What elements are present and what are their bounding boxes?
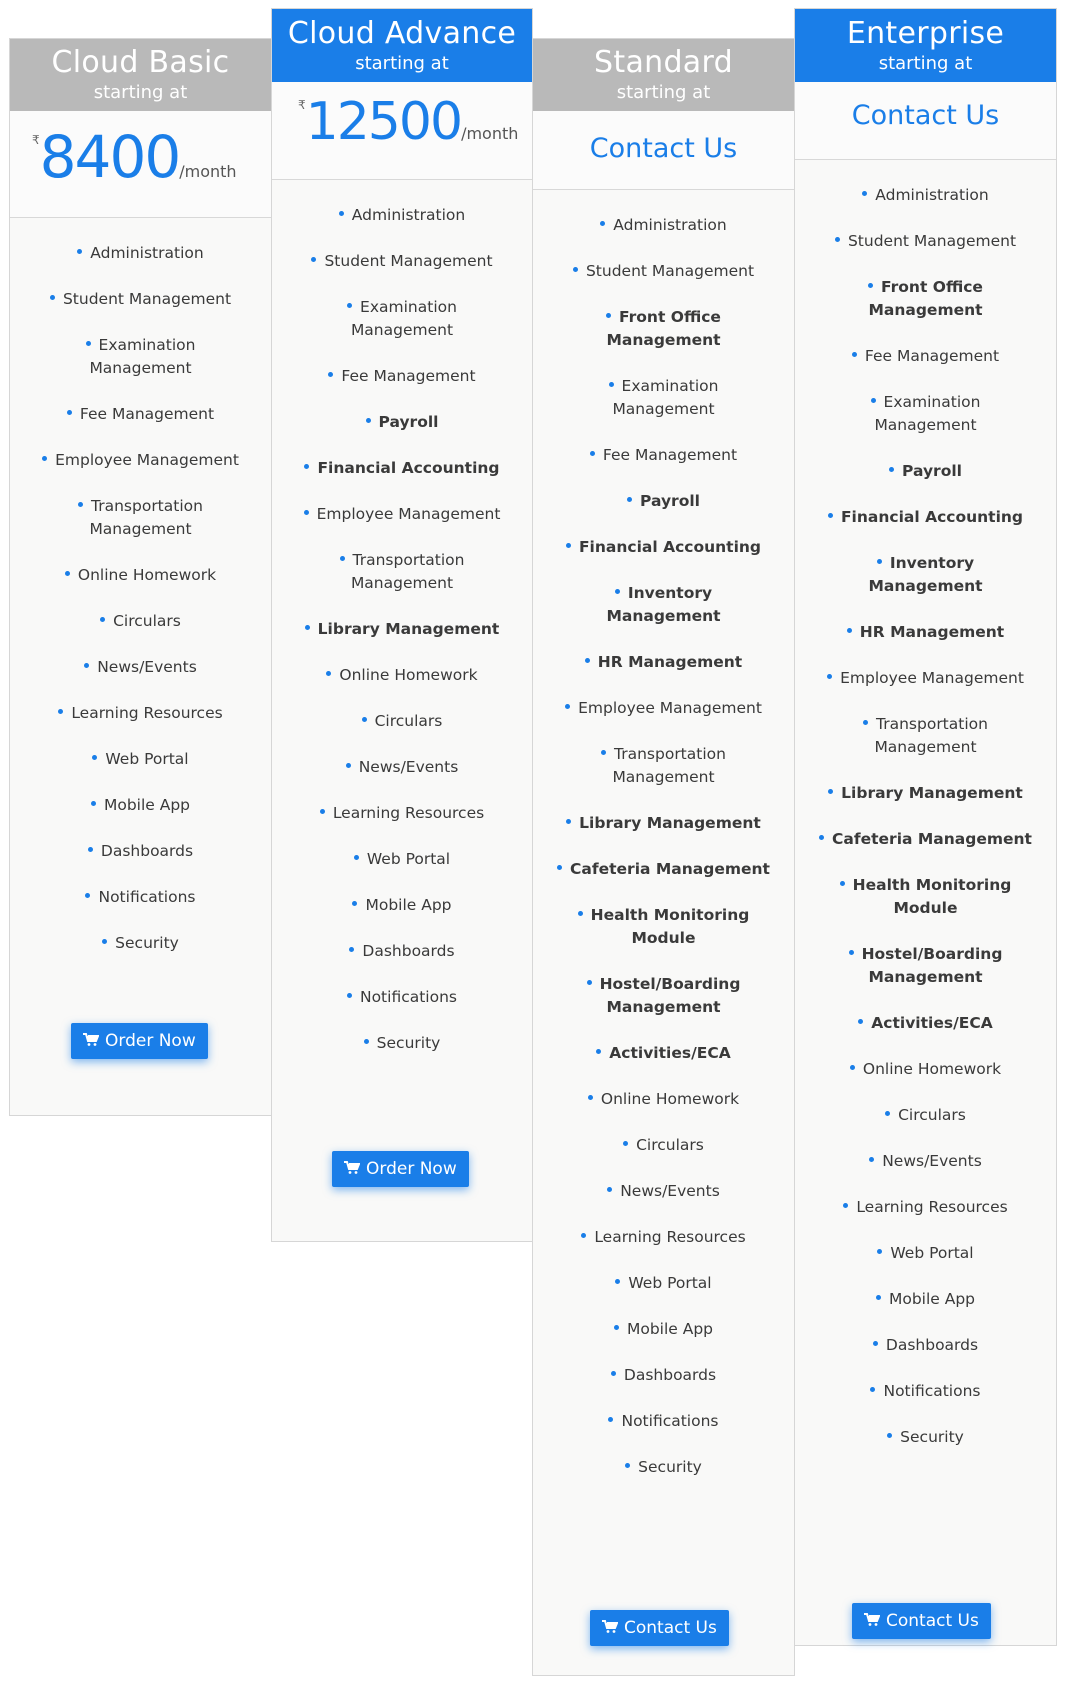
button-label: Order Now xyxy=(105,1031,196,1051)
feature-item: Cafeteria Management xyxy=(533,858,794,904)
contact-us-text: Contact Us xyxy=(851,100,1000,131)
bullet-icon xyxy=(67,410,72,415)
bullet-icon xyxy=(828,513,833,518)
button-label: Contact Us xyxy=(886,1611,979,1631)
price-box xyxy=(10,111,271,218)
feature-list xyxy=(795,184,1056,1472)
feature-item: Inventory Management xyxy=(606,584,721,625)
feature-item: Employee Management xyxy=(10,449,271,495)
bullet-icon xyxy=(585,658,590,663)
bullet-icon xyxy=(876,1295,881,1300)
feature-item: Fee Management xyxy=(533,444,794,490)
plan-cloud-basic xyxy=(9,38,272,1116)
feature-item: Circulars xyxy=(533,1134,794,1180)
bullet-icon xyxy=(835,237,840,242)
feature-item: Administration xyxy=(795,184,1056,230)
feature-item: Activities/ECA xyxy=(533,1042,794,1088)
price-box xyxy=(272,82,532,180)
feature-item: Examination Management xyxy=(10,334,271,403)
currency-symbol: ₹ xyxy=(298,98,306,112)
contact-us-button[interactable] xyxy=(590,1610,729,1646)
feature-item: HR Management xyxy=(795,621,1056,667)
plan-name: Cloud Basic xyxy=(51,45,230,80)
price-period: /month xyxy=(179,162,237,181)
price-period: /month xyxy=(461,124,519,143)
cart-icon xyxy=(602,1620,618,1633)
feature-item: Student Management xyxy=(795,230,1056,276)
feature-item: Online Homework xyxy=(272,664,532,710)
bullet-icon xyxy=(877,559,882,564)
feature-item: Fee Management xyxy=(795,345,1056,391)
bullet-icon xyxy=(326,671,331,676)
bullet-icon xyxy=(615,1279,620,1284)
bullet-icon xyxy=(819,835,824,840)
bullet-icon xyxy=(849,950,854,955)
bullet-icon xyxy=(870,1387,875,1392)
plan-name: Enterprise xyxy=(846,15,1005,51)
bullet-icon xyxy=(578,911,583,916)
feature-item: Cafeteria Management xyxy=(795,828,1056,874)
bullet-icon xyxy=(100,617,105,622)
plan-standard xyxy=(532,38,795,1676)
feature-item: Circulars xyxy=(272,710,532,756)
order-now-button[interactable] xyxy=(332,1151,469,1187)
plan-subtitle: starting at xyxy=(355,52,449,74)
price-amount: 8400 xyxy=(39,123,180,191)
feature-item: HR Management xyxy=(533,651,794,697)
feature-item: Hostel/Boarding Management xyxy=(795,943,1056,1012)
feature-item: Student Management xyxy=(533,260,794,306)
cart-icon xyxy=(83,1033,99,1046)
feature-item: Online Homework xyxy=(10,564,271,610)
feature-item: Mobile App xyxy=(272,894,532,940)
feature-item: Learning Resources xyxy=(272,802,532,848)
bullet-icon xyxy=(328,372,333,377)
feature-item: Transportation Management xyxy=(533,743,794,812)
feature-item: Online Homework xyxy=(795,1058,1056,1104)
bullet-icon xyxy=(65,571,70,576)
plan-subtitle: starting at xyxy=(878,52,973,74)
feature-item: Learning Resources xyxy=(533,1226,794,1272)
feature-item: Student Management xyxy=(272,250,532,296)
feature-item: Payroll xyxy=(533,490,794,536)
bullet-icon xyxy=(862,191,867,196)
feature-item: Web Portal xyxy=(10,748,271,794)
bullet-icon xyxy=(623,1141,628,1146)
plan-cloud-advance xyxy=(271,8,533,1242)
bullet-icon xyxy=(347,993,352,998)
bullet-icon xyxy=(42,456,47,461)
bullet-icon xyxy=(566,819,571,824)
plan-enterprise xyxy=(794,8,1057,1646)
feature-item: Student Management xyxy=(10,288,271,334)
bullet-icon xyxy=(627,497,632,502)
bullet-icon xyxy=(78,502,83,507)
bullet-icon xyxy=(588,1095,593,1100)
feature-item: News/Events xyxy=(10,656,271,702)
bullet-icon xyxy=(863,720,868,725)
feature-item: Mobile App xyxy=(10,794,271,840)
bullet-icon xyxy=(581,1233,586,1238)
feature-item: Notifications xyxy=(795,1380,1056,1426)
bullet-icon xyxy=(858,1019,863,1024)
bullet-icon xyxy=(366,418,371,423)
feature-item: Examination Management xyxy=(795,391,1056,460)
feature-item: Fee Management xyxy=(10,403,271,449)
bullet-icon xyxy=(609,382,614,387)
bullet-icon xyxy=(587,980,592,985)
plan-price xyxy=(298,92,518,152)
bullet-icon xyxy=(352,901,357,906)
feature-item: Dashboards xyxy=(10,840,271,886)
bullet-icon xyxy=(600,221,605,226)
feature-item: Inventory Management xyxy=(868,554,983,595)
contact-us-text: Contact Us xyxy=(589,133,738,164)
feature-item: Notifications xyxy=(272,986,532,1032)
bullet-icon xyxy=(614,1325,619,1330)
cart-icon xyxy=(864,1613,880,1626)
feature-item: Dashboards xyxy=(795,1334,1056,1380)
plan-name: Standard xyxy=(594,45,733,80)
feature-item: Security xyxy=(272,1032,532,1078)
bullet-icon xyxy=(565,704,570,709)
plan-header xyxy=(10,39,271,111)
feature-item: News/Events xyxy=(533,1180,794,1226)
bullet-icon xyxy=(557,865,562,870)
feature-list xyxy=(533,214,794,1502)
bullet-icon xyxy=(885,1111,890,1116)
bullet-icon xyxy=(346,763,351,768)
bullet-icon xyxy=(868,283,873,288)
bullet-icon xyxy=(320,809,325,814)
order-now-button[interactable] xyxy=(71,1023,208,1059)
bullet-icon xyxy=(843,1203,848,1208)
bullet-icon xyxy=(611,1371,616,1376)
currency-symbol: ₹ xyxy=(32,133,40,147)
bullet-icon xyxy=(362,717,367,722)
feature-item: Administration xyxy=(272,204,532,250)
bullet-icon xyxy=(354,855,359,860)
bullet-icon xyxy=(887,1433,892,1438)
feature-item: Mobile App xyxy=(795,1288,1056,1334)
bullet-icon xyxy=(339,211,344,216)
feature-item: Front Office Management xyxy=(868,278,983,319)
feature-item: Library Management xyxy=(272,618,532,664)
feature-item: Security xyxy=(533,1456,794,1502)
plan-header xyxy=(795,9,1056,82)
feature-item: Transportation Management xyxy=(795,713,1056,782)
feature-item: Circulars xyxy=(10,610,271,656)
price-box xyxy=(795,82,1056,160)
bullet-icon xyxy=(102,939,107,944)
feature-item: Mobile App xyxy=(533,1318,794,1364)
bullet-icon xyxy=(349,947,354,952)
feature-item: Web Portal xyxy=(533,1272,794,1318)
bullet-icon xyxy=(364,1039,369,1044)
bullet-icon xyxy=(91,801,96,806)
feature-item: Security xyxy=(10,932,271,978)
bullet-icon xyxy=(58,709,63,714)
feature-item: Employee Management xyxy=(795,667,1056,713)
bullet-icon xyxy=(852,352,857,357)
plan-header xyxy=(272,9,532,82)
bullet-icon xyxy=(86,341,91,346)
bullet-icon xyxy=(596,1049,601,1054)
feature-item: Transportation Management xyxy=(272,549,532,618)
feature-list xyxy=(272,204,532,1078)
plan-price xyxy=(32,123,237,191)
feature-item: Payroll xyxy=(795,460,1056,506)
bullet-icon xyxy=(873,1341,878,1346)
feature-item: Online Homework xyxy=(533,1088,794,1134)
feature-item: Web Portal xyxy=(795,1242,1056,1288)
contact-us-button[interactable] xyxy=(852,1603,991,1639)
bullet-icon xyxy=(77,249,82,254)
feature-item: Dashboards xyxy=(533,1364,794,1410)
feature-item: Security xyxy=(795,1426,1056,1472)
feature-item: Financial Accounting xyxy=(272,457,532,503)
feature-item: Fee Management xyxy=(272,365,532,411)
bullet-icon xyxy=(877,1249,882,1254)
feature-item: News/Events xyxy=(272,756,532,802)
feature-item: Hostel/Boarding Management xyxy=(533,973,794,1042)
feature-item: Front Office Management xyxy=(606,308,721,349)
feature-item: Administration xyxy=(533,214,794,260)
bullet-icon xyxy=(566,543,571,548)
plan-name: Cloud Advance xyxy=(287,15,517,51)
bullet-icon xyxy=(828,789,833,794)
bullet-icon xyxy=(827,674,832,679)
feature-item: Learning Resources xyxy=(795,1196,1056,1242)
bullet-icon xyxy=(305,625,310,630)
bullet-icon xyxy=(88,847,93,852)
bullet-icon xyxy=(85,893,90,898)
bullet-icon xyxy=(606,313,611,318)
feature-item: Library Management xyxy=(795,782,1056,828)
feature-item: Health Monitoring Module xyxy=(795,874,1056,943)
feature-item: Library Management xyxy=(533,812,794,858)
bullet-icon xyxy=(573,267,578,272)
feature-item: Transportation Management xyxy=(10,495,271,564)
feature-item: News/Events xyxy=(795,1150,1056,1196)
plan-subtitle: starting at xyxy=(616,82,711,103)
feature-item: Employee Management xyxy=(533,697,794,743)
bullet-icon xyxy=(607,1187,612,1192)
bullet-icon xyxy=(840,881,845,886)
feature-item: Learning Resources xyxy=(10,702,271,748)
feature-list xyxy=(10,242,271,978)
bullet-icon xyxy=(84,663,89,668)
feature-item: Notifications xyxy=(10,886,271,932)
bullet-icon xyxy=(347,303,352,308)
plan-subtitle: starting at xyxy=(93,82,188,103)
bullet-icon xyxy=(850,1065,855,1070)
feature-item: Employee Management xyxy=(272,503,532,549)
feature-item: Payroll xyxy=(272,411,532,457)
feature-item: Examination Management xyxy=(533,375,794,444)
bullet-icon xyxy=(847,628,852,633)
feature-item: Dashboards xyxy=(272,940,532,986)
feature-item: Health Monitoring Module xyxy=(533,904,794,973)
bullet-icon xyxy=(601,750,606,755)
bullet-icon xyxy=(340,556,345,561)
bullet-icon xyxy=(92,755,97,760)
feature-item: Notifications xyxy=(533,1410,794,1456)
price-box xyxy=(533,111,794,190)
cart-icon xyxy=(344,1161,360,1174)
bullet-icon xyxy=(590,451,595,456)
feature-item: Administration xyxy=(10,242,271,288)
plan-header xyxy=(533,39,794,111)
bullet-icon xyxy=(311,257,316,262)
price-amount: 12500 xyxy=(305,92,462,152)
bullet-icon xyxy=(50,295,55,300)
bullet-icon xyxy=(304,464,309,469)
feature-item: Circulars xyxy=(795,1104,1056,1150)
bullet-icon xyxy=(615,589,620,594)
button-label: Order Now xyxy=(366,1159,457,1179)
feature-item: Web Portal xyxy=(272,848,532,894)
feature-item: Activities/ECA xyxy=(795,1012,1056,1058)
bullet-icon xyxy=(625,1463,630,1468)
button-label: Contact Us xyxy=(624,1618,717,1638)
feature-item: Financial Accounting xyxy=(795,506,1056,552)
feature-item: Financial Accounting xyxy=(533,536,794,582)
feature-item: Examination Management xyxy=(272,296,532,365)
bullet-icon xyxy=(871,398,876,403)
bullet-icon xyxy=(869,1157,874,1162)
bullet-icon xyxy=(304,510,309,515)
bullet-icon xyxy=(608,1417,613,1422)
bullet-icon xyxy=(889,467,894,472)
